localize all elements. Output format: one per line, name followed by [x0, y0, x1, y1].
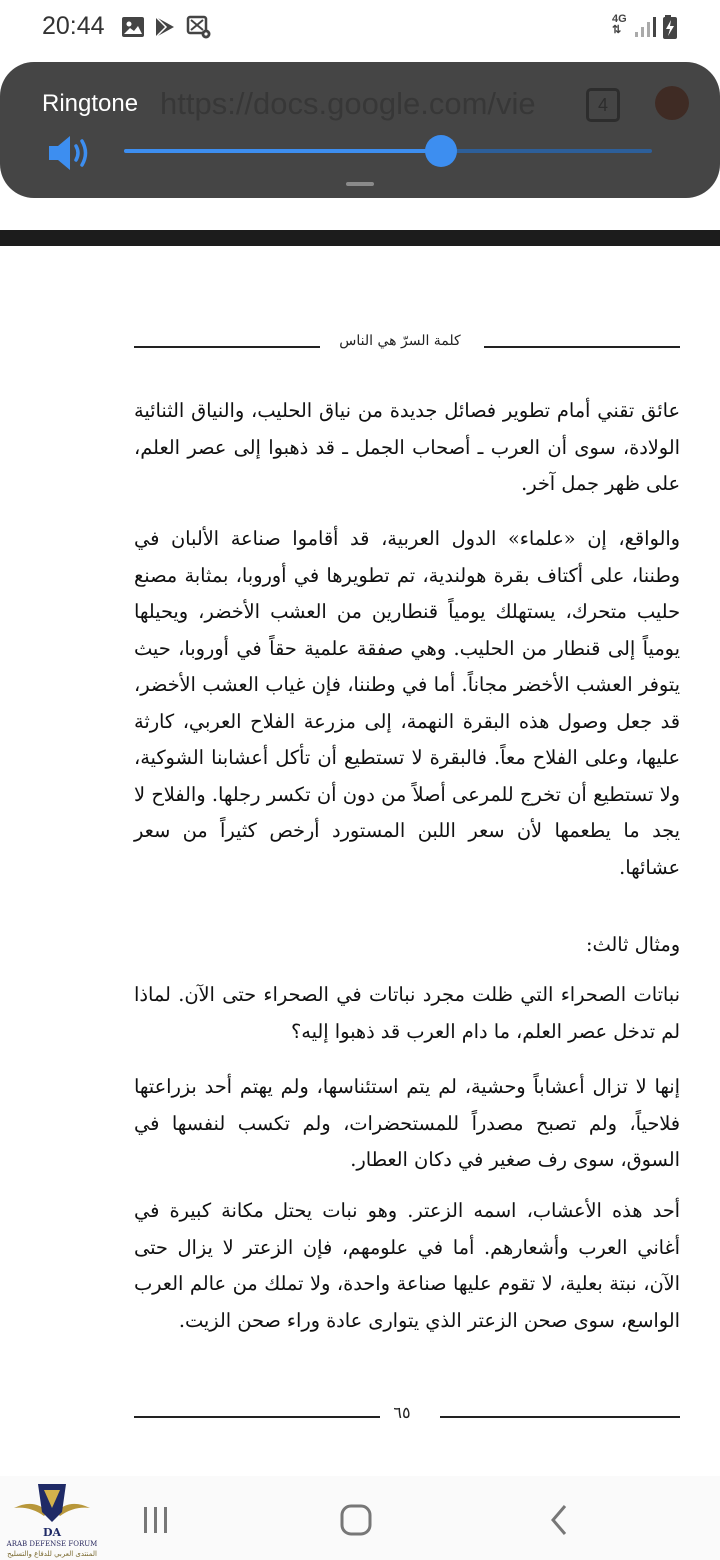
status-time: 20:44	[42, 12, 105, 40]
watermark-name: ARAB DEFENSE FORUM	[6, 1540, 98, 1548]
paragraph-6: أحد هذه الأعشاب، اسمه الزعتر. وهو نبات يحتل مكانة كبيرة في أغاني العرب وأشعارهم. أما في علومهم، فإن الزعتر لا يزال حتى الآن، نبتة بعلية، لا تقوم عليها صناعة واحدة، ولا تملك من عالم العرب الواسع، سوى صحن الزعتر الذي يتوارى عادة وراء صحن الزيت.	[134, 1199, 680, 1332]
speaker-icon[interactable]	[46, 133, 94, 173]
paragraph-3: ومثال ثالث:	[585, 933, 680, 956]
status-bar	[0, 0, 720, 56]
battery-charging-icon	[662, 14, 680, 40]
paragraph-5: إنها لا تزال أعشاباً وحشية، لم يتم استئناسها، ولم يهتم أحد بزراعتها فلاحياً، ولم تصبح مصدراً للمستحضرات، ولم تكسب لنفسها في السوق، سوى رف صغير في دكان العطار.	[134, 1075, 680, 1171]
volume-slider[interactable]	[124, 149, 652, 153]
recents-button[interactable]	[136, 1500, 176, 1540]
play-store-icon	[152, 14, 178, 40]
network-type: 4G ⇅	[612, 13, 627, 36]
volume-slider-fill	[124, 149, 441, 153]
home-button[interactable]	[336, 1500, 376, 1540]
page-number: ٦٥	[393, 1403, 411, 1422]
volume-stream-label: Ringtone	[42, 90, 139, 117]
back-button[interactable]	[540, 1500, 580, 1540]
panel-drag-handle[interactable]	[346, 182, 374, 186]
document-top-border	[0, 230, 720, 246]
volume-panel	[0, 62, 720, 198]
footer-rule-left	[134, 1416, 380, 1418]
svg-text:DA: DA	[42, 1526, 62, 1539]
volume-slider-thumb[interactable]	[425, 135, 457, 167]
paragraph-2: والواقع، إن «علماء» الدول العربية، قد أقاموا صناعة الألبان في وطننا، على أكتاف بقرة هولندية، تم تطويرها في أوروبا، بمثابة مصنع حليب متحرك، يستهلك يومياً قنطارين من العشب الأخضر، ويحيلها يومياً إلى قنطار من الحليب. وهي صفقة علمية حقاً في أوروبا، حيث يتوفر العشب الأخضر مجاناً. أما في وطننا، فإن غياب العشب الأخضر، قد جعل وصول هذه البقرة النهمة، إلى مزرعة الفلاح العربي، كارثة عليها، وعلى الفلاح معاً. فالبقرة لا تستطيع أن تأكل أعشابنا الشوكية، ولا تستطيع أن تخرج للمرعى أصلاً من دون أن تكسر رجلها. والفلاح لا يجد ما يطعمها لأن سعر اللبن المستورد أرخص كثيراً من سعر عشائها.	[134, 527, 680, 879]
paragraph-1: عائق تقني أمام تطوير فصائل جديدة من نياق الحليب، والنياق الثنائية الولادة، سوى أن العرب ـ أصحاب الجمل ـ قد ذهبوا إلى عصر العلم، على ظهر جمل آخر.	[134, 399, 680, 495]
image-icon	[120, 14, 146, 40]
screenshot-settings-icon	[186, 14, 212, 40]
header-rule-right	[484, 346, 680, 348]
watermark-name-arabic: المنتدى العربي للدفاع والتسليح	[7, 1550, 97, 1558]
signal-icon	[632, 14, 660, 40]
page-header-title: كلمة السرّ هي الناس	[339, 333, 461, 349]
footer-rule-right	[440, 1416, 680, 1418]
paragraph-4: نباتات الصحراء التي ظلت مجرد نباتات في الصحراء حتى الآن. لماذا لم تدخل عصر العلم، ما دام العرب قد ذهبوا إليه؟	[134, 983, 680, 1043]
header-rule-left	[134, 346, 320, 348]
